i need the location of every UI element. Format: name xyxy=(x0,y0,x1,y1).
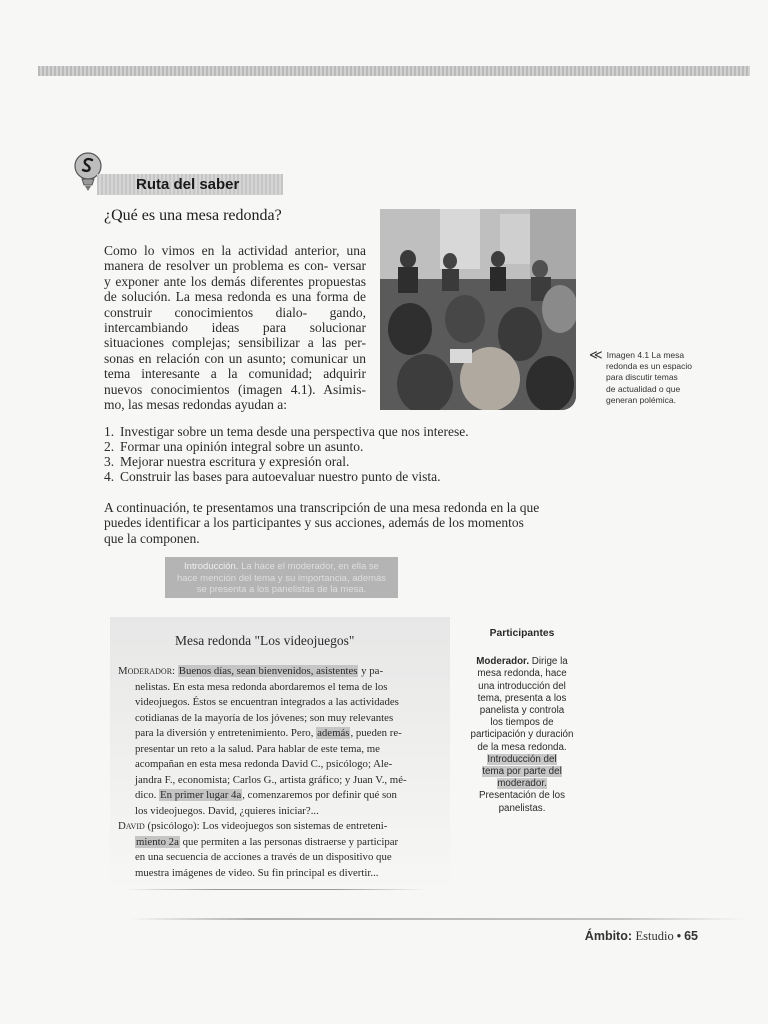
image-caption: ≪ Imagen 4.1 La mesa redonda es un espacio para discutir temas de actualidad o que generan polémica. xyxy=(589,347,693,405)
participants-heading: Participantes xyxy=(489,628,555,639)
introduction-annotation: Introducción. La hace el moderador, en ella se hace mención del tema y su importancia, además se presenta a los panelistas de la mesa. xyxy=(165,557,398,598)
page-footer: Ámbito: Estudio • 65 xyxy=(584,929,698,943)
section-title: Ruta del saber xyxy=(136,176,240,193)
david-line: David (psicólogo): Los videojuegos son sistemas de entreteni- xyxy=(118,820,388,832)
list-item: 2. Formar una opinión integral sobre un asunto. xyxy=(104,439,364,454)
chevron-left-icon: ≪ xyxy=(589,347,603,362)
list-item: 1. Investigar sobre un tema desde una perspectiva que nos interese. xyxy=(104,424,469,439)
list-item: 3. Mejorar nuestra escritura y expresión oral. xyxy=(104,454,350,469)
page-number: 65 xyxy=(684,929,698,943)
footer-divider xyxy=(130,918,745,920)
intro-paragraph: Como lo vimos en la actividad anterior, una manera de resolver un problema es con- versar y exponer ante los demás diferentes propuestas de solución. La mesa redonda es una forma de construir conocimientos dialo- gando, intercambiando ideas para solucionar situaciones complejas; sensibilizar a las per- sonas en relación con un asunto; comunicar un tema interesante a la comunidad; adquirir nuevos conocimientos (imagen 4.1). Asimis- mo, las mesas redondas ayudan a: xyxy=(104,243,367,413)
participants-sidebar: Participantes Moderador. Dirige la mesa redonda, hace una introducción del tema, presenta a los panelista y controla los tiempos de participación y duración de la mesa redonda. Introducción del tema por parte del moderador. Presentación de los panelistas. xyxy=(463,628,581,815)
round-table-photo xyxy=(380,209,576,410)
transcript-title: Mesa redonda "Los videojuegos" xyxy=(175,633,355,648)
list-item: 4. Construir las bases para autoevaluar nuestro punto de vista. xyxy=(104,469,441,484)
moderator-line: Moderador: Buenos días, sean bienvenidos, asistentes y pa- xyxy=(118,665,384,677)
page-heading: ¿Qué es una mesa redonda? xyxy=(104,207,282,224)
goals-list xyxy=(104,424,469,484)
top-decorative-band xyxy=(38,66,750,76)
divider xyxy=(125,889,425,890)
transcript-text: Moderador: Buenos días, sean bienvenidos, asistentes y pa- nelistas. En esta mesa redonda abordaremos el tema de los videojuegos. Éstos se encuentran integrados a las actividades cotidianas de la mayoría de los jóvenes; son muy relevantes para la diversión y entretenimiento. Pero, además, pueden re- presentar un reto a la salud. Para hablar de este tema, me acompañan en esta mesa redonda David C., psicólogo; Ale- jandra F., economista; Carlos G., artista gráfico; y Juan V., mé- dico. En primer lugar 4a, comenzaremos por definir qué son los videojuegos. David, ¿quieres iniciar?... David (psicólogo): Los videojuegos son sistemas de entreteni- miento 2a que permiten a las personas distraerse y participar en una secuencia de acciones a través de un dispositivo que muestra imágenes de video. Su fin principal es divertir... xyxy=(118,664,441,881)
continuation-paragraph: A continuación, te presentamos una transcripción de una mesa redonda en la que puedes identificar a los participantes y sus acciones, además de los momentos que la componen. xyxy=(104,500,540,546)
